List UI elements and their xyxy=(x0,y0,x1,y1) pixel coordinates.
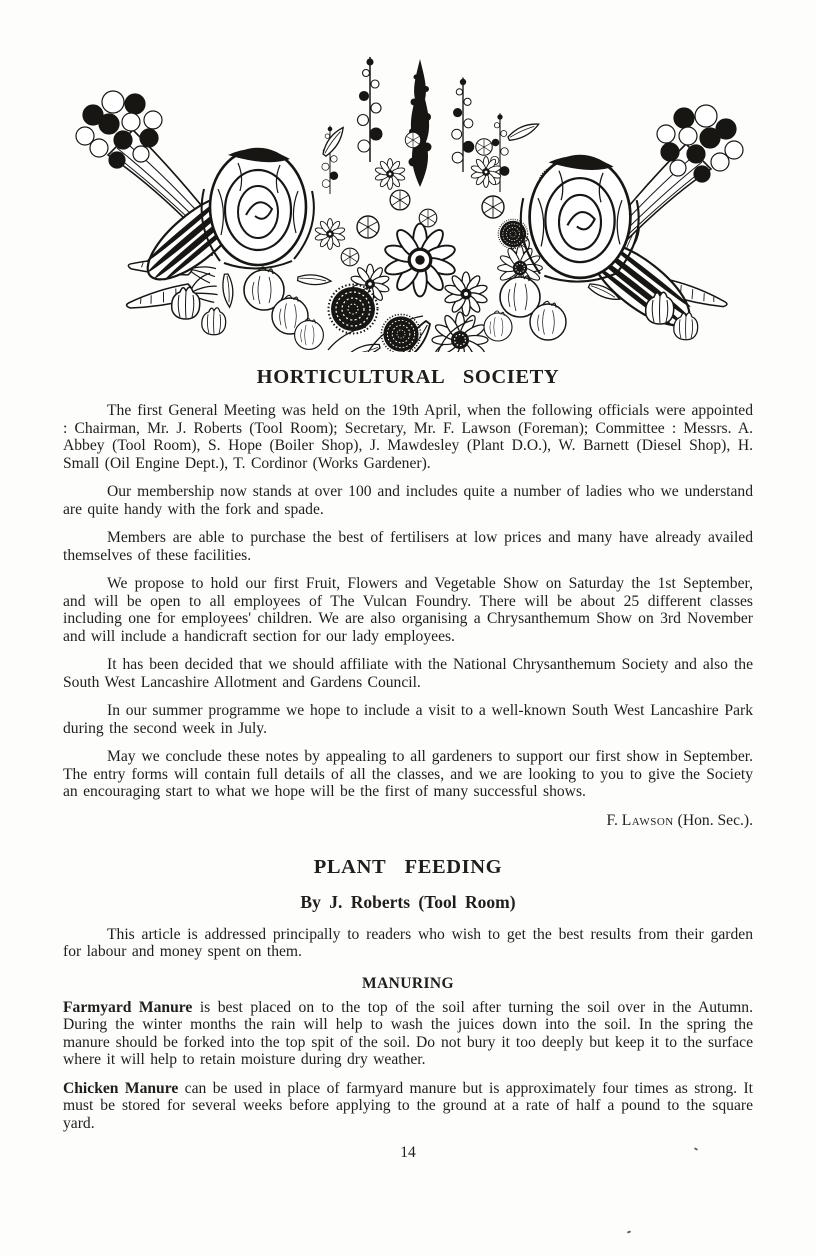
signature-initial: F. xyxy=(606,811,622,829)
society-paragraph-5: It has been decided that we should affiliate with the National Chrysanthemum Society and also the South West Lancashire Allotment and Gardens Council. xyxy=(63,656,753,691)
leaf-icon xyxy=(296,263,331,297)
society-paragraph-4: We propose to hold our first Fruit, Flowers and Vegetable Show on Saturday the 1st September, and will be open to all employees of The Vulcan Foundry. There will be about 25 different classes including one for employees' children. We are also organising a Chrysanthemum Show on 3rd November and will include a handicraft section for our lady employees. xyxy=(63,575,753,645)
byline: By J. Roberts (Tool Room) xyxy=(300,891,516,912)
leaf-icon xyxy=(211,273,243,308)
dark-flower-spike-icon xyxy=(409,59,432,187)
society-paragraph-2: Our membership now stands at over 100 and includes quite a number of ladies who we understand are quite handy with the fork and spade. xyxy=(63,483,753,518)
scan-speck xyxy=(627,1230,631,1233)
vegetables-flowers-illustration-icon xyxy=(68,22,748,352)
manuring-paragraph-farmyard xyxy=(63,999,753,1069)
nasturtium-leaf-icon xyxy=(390,190,410,210)
page-number: 14 xyxy=(400,1144,416,1161)
society-paragraph-7: May we conclude these notes by appealing to all gardeners to support our first show in September. The entry forms will contain full details of all the classes, and we are looking to you to give the Society an encouraging start to what we hope will be the first of many successful shows. xyxy=(63,748,753,800)
chrysanthemum-icon xyxy=(329,285,378,334)
nasturtium-leaf-icon xyxy=(357,216,379,238)
society-paragraph-6: In our summer programme we hope to include a visit to a well-known South West Lancashire Park during the second week in July. xyxy=(63,702,753,737)
nasturtium-leaf-icon xyxy=(476,139,493,156)
signature xyxy=(63,812,753,830)
page-content xyxy=(0,366,816,1162)
section-title-horticultural-society: HORTICULTURAL SOCIETY xyxy=(256,366,560,388)
chrysanthemum-icon xyxy=(498,219,527,248)
paragraph-lead-farmyard-manure: Farmyard Manure xyxy=(63,998,193,1016)
nasturtium-leaf-icon xyxy=(482,196,504,218)
paragraph-lead-chicken-manure: Chicken Manure xyxy=(63,1079,179,1097)
signature-role: (Hon. Sec.). xyxy=(673,811,753,829)
leaf-icon xyxy=(348,336,381,352)
society-paragraph-3: Members are able to purchase the best of fertilisers at low prices and many have already availed themselves of these facilities. xyxy=(63,529,753,564)
daisy-flower-icon xyxy=(374,159,405,190)
daisy-flower-icon xyxy=(444,272,488,316)
cabbage-left-icon xyxy=(202,149,314,269)
flower-spike-icon xyxy=(358,57,383,162)
signature-surname: Lawson xyxy=(621,811,674,829)
leaf-icon xyxy=(317,128,350,157)
nasturtium-leaf-icon xyxy=(405,132,420,147)
paragraph-text: can be used in place of farmyard manure but is approximately four times as strong. It must be stored for several weeks before applying to the ground at a rate of half a pound to the square yard. xyxy=(63,1079,753,1132)
subsection-title-manuring: MANURING xyxy=(362,974,454,992)
nasturtium-leaf-icon xyxy=(341,248,359,266)
plant-feeding-intro: This article is addressed principally to readers who wish to get the best results from their garden for labour and money spent on them. xyxy=(63,925,753,960)
garlic-icon xyxy=(202,308,226,335)
manuring-paragraph-chicken xyxy=(63,1080,753,1133)
paragraph-text: is best placed on to the top of the soil after turning the soil over in the Autumn. During the winter months the rain will help to wash the juices down into the soil. In the spring the manure should be forked into the top spit of the soil. Do not bury it too deeply but keep it to the surface where it will help to retain moisture during dry weather. xyxy=(63,998,753,1068)
onion-icon xyxy=(484,311,512,341)
leaf-icon xyxy=(507,119,538,145)
society-paragraph-1: The first General Meeting was held on the 19th April, when the following officials were appointed : Chairman, Mr. J. Roberts (Tool Room); Secretary, Mr. F. Lawson (Foreman); Committee : Messrs. A. Abbey (Tool Room), S. Hope (Boiler Shop), J. Mawdesley (Plant D.O.), W. Barnett (Diesel Shop), H. Small (Oil Engine Dept.), T. Cordinor (Works Gardener). xyxy=(63,402,753,472)
daisy-flower-icon xyxy=(314,219,345,250)
section-title-plant-feeding: PLANT FEEDING xyxy=(313,855,503,878)
flower-spike-icon xyxy=(452,78,474,173)
